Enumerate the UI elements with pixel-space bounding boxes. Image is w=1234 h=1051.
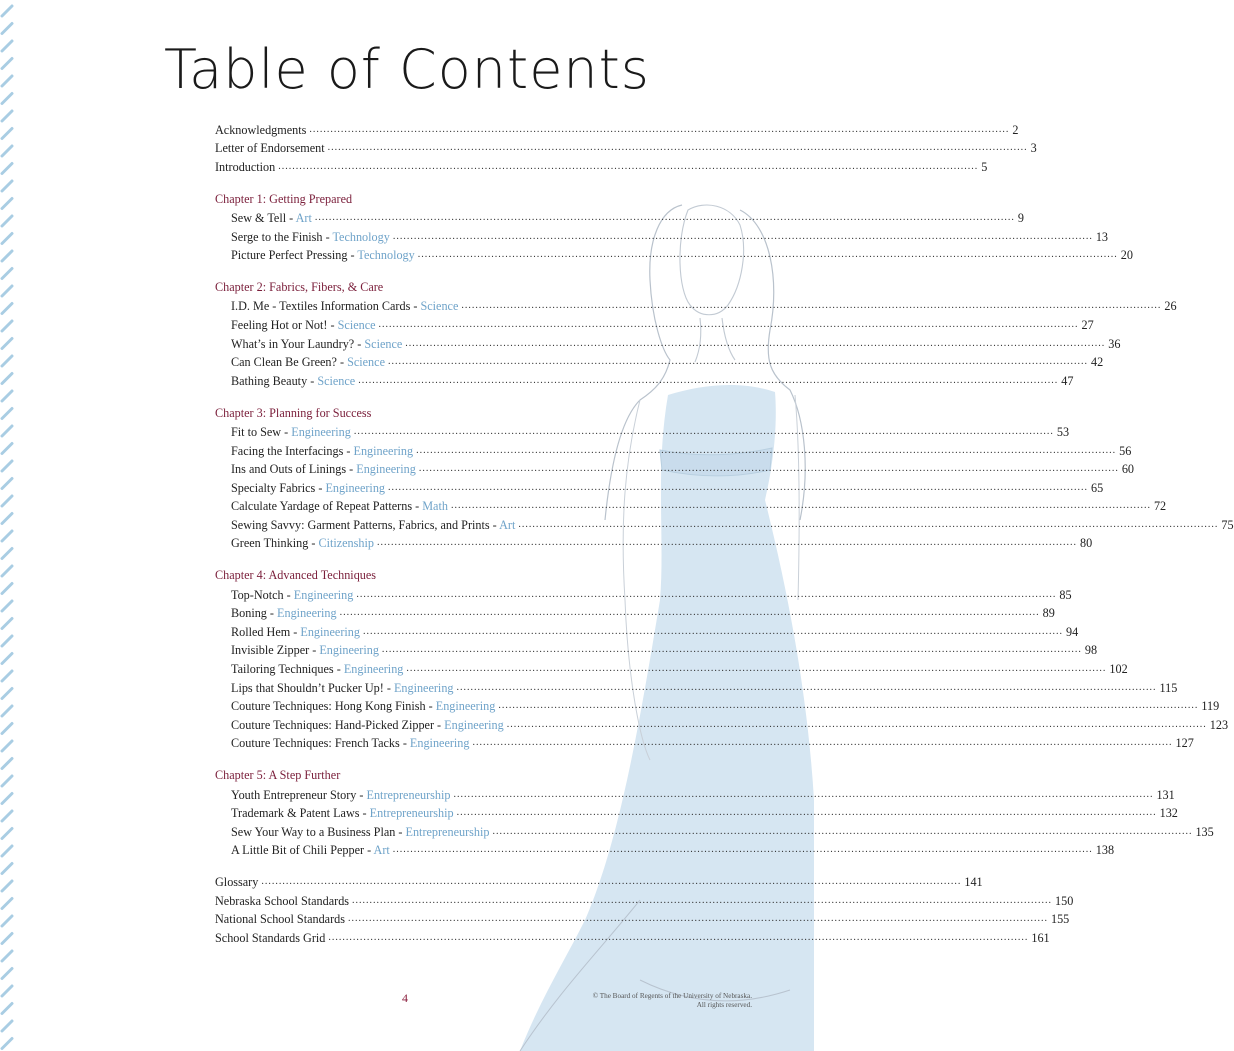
subject-tag: Citizenship — [318, 536, 374, 551]
dot-leader: ........................................................................................................................................................................................................ — [498, 700, 1199, 712]
toc-entry[interactable] — [215, 297, 1177, 316]
subject-tag: Art — [295, 210, 312, 225]
subject-tag: Engineering — [291, 424, 351, 439]
toc-entry-title — [231, 534, 374, 552]
toc-entry[interactable] — [215, 246, 1133, 265]
dot-leader: ........................................................................................................................................................................................................ — [492, 825, 1193, 837]
toc-entry-title — [231, 353, 385, 371]
dot-leader: ........................................................................................................................................................................................................ — [381, 644, 1082, 656]
toc-entry-title — [231, 372, 355, 390]
subject-tag: Engineering — [356, 462, 416, 477]
toc-entry-title — [231, 604, 337, 622]
dot-leader: ........................................................................................................................................................................................................ — [358, 374, 1059, 386]
dot-leader: ........................................................................................................................................................................................................ — [328, 931, 1029, 943]
subject-tag: Engineering — [444, 717, 504, 732]
entry-page-number: 155 — [1050, 912, 1070, 927]
toc-entry-title — [231, 804, 454, 822]
toc-entry-title — [215, 139, 325, 157]
dot-leader: ........................................................................................................................................................................................................ — [278, 160, 979, 172]
entry-page-number: 75 — [1221, 517, 1234, 532]
entry-label: Facing the Interfacings - — [231, 443, 354, 458]
subject-tag: Science — [364, 336, 403, 351]
toc-entry-title — [215, 121, 306, 139]
entry-page-number: 141 — [964, 874, 983, 889]
toc-entry[interactable] — [215, 659, 1128, 678]
dot-leader: ........................................................................................................................................................................................................ — [356, 588, 1057, 600]
toc-entry-title — [231, 335, 402, 353]
entry-page-number: 115 — [1159, 680, 1178, 695]
entry-label: Top-Notch - — [231, 587, 294, 602]
toc-entry-title — [231, 228, 390, 246]
entry-label: Sewing Savvy: Garment Patterns, Fabrics, and Prints - — [231, 517, 500, 532]
toc-entry[interactable] — [215, 315, 1094, 334]
toc-entry[interactable] — [215, 334, 1121, 353]
toc-entry[interactable] — [215, 734, 1194, 753]
dot-leader: ........................................................................................................................................................................................................ — [416, 444, 1117, 456]
dot-leader: ........................................................................................................................................................................................................ — [472, 737, 1173, 749]
entry-page-number: 138 — [1095, 843, 1115, 858]
toc-entry[interactable] — [215, 785, 1175, 804]
entry-label: Invisible Zipper - — [231, 643, 320, 658]
dot-leader: ........................................................................................................................................................................................................ — [450, 500, 1151, 512]
page-title: Table of Contents — [164, 38, 650, 101]
entry-page-number: 42 — [1090, 355, 1104, 370]
entry-label: Picture Perfect Pressing - — [231, 248, 358, 263]
copyright-notice — [560, 992, 752, 1010]
chapter-heading: Chapter 2: Fabrics, Fibers, & Care — [215, 280, 384, 295]
subject-tag: Engineering — [409, 736, 470, 751]
entry-page-number: 53 — [1056, 424, 1070, 439]
toc-entry-title — [231, 823, 489, 841]
entry-label: Letter of Endorsement — [215, 141, 325, 156]
toc-entry[interactable] — [215, 891, 1074, 910]
dot-leader: ........................................................................................................................................................................................................ — [405, 337, 1106, 349]
dot-leader: ........................................................................................................................................................................................................ — [339, 607, 1040, 619]
entry-page-number: 102 — [1109, 662, 1128, 677]
entry-page-number: 127 — [1175, 736, 1194, 751]
dot-leader: ........................................................................................................................................................................................................ — [461, 300, 1162, 312]
entry-label: Couture Techniques: Hand-Picked Zipper - — [231, 717, 445, 732]
entry-label: Rolled Hem - — [231, 624, 301, 639]
toc-entry-title — [231, 623, 360, 641]
entry-page-number: 60 — [1121, 462, 1135, 477]
entry-page-number: 36 — [1108, 336, 1121, 351]
dot-leader: ........................................................................................................................................................................................................ — [378, 318, 1079, 330]
entry-page-number: 98 — [1084, 643, 1098, 658]
entry-label: Couture Techniques: French Tacks - — [231, 736, 410, 751]
toc-entry-title — [215, 929, 325, 947]
toc-entry[interactable] — [215, 585, 1072, 604]
chapter-heading: Chapter 4: Advanced Techniques — [215, 568, 377, 583]
subject-tag: Engineering — [343, 662, 404, 677]
toc-entry[interactable] — [215, 822, 1214, 841]
entry-page-number: 150 — [1055, 893, 1074, 908]
entry-page-number: 9 — [1017, 210, 1024, 225]
subject-tag: Science — [317, 373, 356, 388]
entry-page-number: 3 — [1030, 141, 1037, 156]
entry-page-number: 47 — [1061, 373, 1074, 388]
entry-page-number: 56 — [1119, 443, 1132, 458]
subject-tag: Math — [422, 499, 448, 514]
chapter-heading: Chapter 5: A Step Further — [215, 768, 341, 783]
entry-label: Introduction — [215, 159, 276, 174]
dot-leader: ........................................................................................................................................................................................................ — [456, 807, 1157, 819]
dot-leader: ........................................................................................................................................................................................................ — [456, 681, 1157, 693]
subject-tag: Art — [499, 517, 516, 532]
subject-tag: Science — [347, 355, 385, 370]
entry-page-number: 119 — [1201, 699, 1220, 714]
toc-entry[interactable] — [215, 441, 1132, 460]
dot-leader: ........................................................................................................................................................................................................ — [347, 913, 1048, 925]
entry-label: Serge to the Finish - — [231, 229, 333, 244]
subject-tag: Engineering — [393, 680, 454, 695]
entry-label: Calculate Yardage of Repeat Patterns - — [231, 499, 423, 514]
entry-label: Tailoring Techniques - — [231, 662, 344, 677]
dot-leader: ........................................................................................................................................................................................................ — [506, 718, 1207, 730]
toc-entry[interactable] — [215, 478, 1104, 497]
toc-entry[interactable] — [215, 641, 1098, 660]
dot-leader: ........................................................................................................................................................................................................ — [417, 249, 1118, 261]
toc-entry[interactable] — [215, 353, 1104, 372]
subject-tag: Science — [420, 299, 459, 314]
toc-entry[interactable] — [215, 678, 1178, 697]
entry-page-number: 132 — [1159, 806, 1178, 821]
toc-entry[interactable] — [215, 515, 1234, 534]
entry-page-number: 89 — [1042, 606, 1055, 621]
toc-entry-title — [231, 423, 351, 441]
dot-leader: ........................................................................................................................................................................................................ — [388, 481, 1089, 493]
entry-label: Lips that Shouldn’t Pucker Up! - — [231, 680, 394, 695]
toc-entry-title — [215, 910, 345, 928]
entry-label: Sew & Tell - — [231, 210, 296, 225]
dot-leader: ........................................................................................................................................................................................................ — [261, 875, 962, 887]
toc-entry-title — [215, 158, 275, 176]
entry-label: Fit to Sew - — [231, 424, 292, 439]
subject-tag: Entrepreneurship — [366, 787, 451, 802]
entry-label: What’s in Your Laundry? - — [231, 336, 365, 351]
table-of-contents — [215, 120, 1234, 947]
toc-entry-title — [231, 641, 379, 659]
dot-leader: ........................................................................................................................................................................................................ — [453, 788, 1154, 800]
entry-label: Can Clean Be Green? - — [231, 355, 348, 370]
dot-leader: ........................................................................................................................................................................................................ — [353, 425, 1054, 437]
dot-leader: ........................................................................................................................................................................................................ — [518, 518, 1219, 530]
toc-entry[interactable] — [215, 157, 988, 176]
toc-entry-title — [231, 316, 376, 334]
subject-tag: Engineering — [277, 606, 337, 621]
copyright-line-1: © The Board of Regents of the University of Nebraska. — [592, 992, 752, 1000]
toc-entry-title — [231, 841, 390, 859]
toc-entry[interactable] — [215, 460, 1135, 479]
toc-entry-title — [215, 873, 258, 891]
subject-tag: Entrepreneurship — [405, 824, 490, 839]
dot-leader: ........................................................................................................................................................................................................ — [376, 537, 1077, 549]
dot-leader: ........................................................................................................................................................................................................ — [392, 844, 1093, 856]
toc-entry[interactable] — [215, 208, 1024, 227]
subject-tag: Entrepreneurship — [369, 806, 454, 821]
subject-tag: Art — [373, 843, 390, 858]
entry-label: A Little Bit of Chili Pepper - — [231, 843, 374, 858]
dot-leader: ........................................................................................................................................................................................................ — [392, 230, 1093, 242]
subject-tag: Technology — [357, 248, 415, 263]
toc-entry-title — [231, 209, 312, 227]
dot-leader: ........................................................................................................................................................................................................ — [314, 211, 1015, 223]
toc-entry[interactable] — [215, 371, 1074, 390]
toc-entry[interactable] — [215, 497, 1167, 516]
entry-label: Trademark & Patent Laws - — [231, 806, 370, 821]
toc-entry[interactable] — [215, 139, 1037, 158]
entry-page-number: 27 — [1081, 317, 1094, 332]
subject-tag: Science — [337, 317, 376, 332]
chapter-heading: Chapter 1: Getting Prepared — [215, 191, 353, 206]
copyright-line-2: All rights reserved. — [696, 1001, 752, 1009]
entry-label: School Standards Grid — [215, 930, 326, 945]
subject-tag: Technology — [332, 229, 390, 244]
toc-entry[interactable] — [215, 715, 1229, 734]
page-number: 4 — [402, 991, 408, 1005]
toc-entry[interactable] — [215, 227, 1109, 246]
entry-label: Acknowledgments — [215, 122, 307, 137]
toc-entry[interactable] — [215, 604, 1055, 623]
toc-entry[interactable] — [215, 910, 1070, 929]
toc-entry-title — [231, 442, 413, 460]
dot-leader: ........................................................................................................................................................................................................ — [387, 356, 1088, 368]
entry-label: Nebraska School Standards — [215, 893, 350, 908]
entry-label: Couture Techniques: Hong Kong Finish - — [231, 699, 436, 714]
entry-label: Feeling Hot or Not! - — [231, 317, 338, 332]
toc-entry-title — [231, 246, 415, 264]
toc-entry-title — [231, 516, 515, 534]
dot-leader: ........................................................................................................................................................................................................ — [362, 625, 1063, 637]
entry-page-number: 20 — [1120, 248, 1133, 263]
entry-label: National School Standards — [215, 912, 345, 927]
subject-tag: Engineering — [325, 480, 386, 495]
dot-leader: ........................................................................................................................................................................................................ — [327, 142, 1028, 154]
toc-entry[interactable] — [215, 534, 1093, 553]
entry-page-number: 94 — [1065, 624, 1079, 639]
toc-entry[interactable] — [215, 804, 1178, 823]
subject-tag: Engineering — [435, 699, 496, 714]
entry-page-number: 13 — [1095, 229, 1109, 244]
toc-entry[interactable] — [215, 697, 1220, 716]
entry-label: Bathing Beauty - — [231, 373, 318, 388]
toc-entry-title — [215, 892, 349, 910]
entry-page-number: 131 — [1156, 787, 1175, 802]
entry-label: I.D. Me - Textiles Information Cards - — [231, 299, 421, 314]
toc-entry[interactable] — [215, 622, 1079, 641]
toc-entry-title — [231, 660, 403, 678]
subject-tag: Engineering — [353, 443, 414, 458]
toc-entry[interactable] — [215, 928, 1050, 947]
toc-entry[interactable] — [215, 422, 1070, 441]
toc-entry-title — [231, 679, 454, 697]
dot-leader: ........................................................................................................................................................................................................ — [418, 463, 1119, 475]
subject-tag: Engineering — [293, 587, 354, 602]
entry-label: Sew Your Way to a Business Plan - — [231, 824, 406, 839]
toc-entry[interactable] — [215, 841, 1115, 860]
entry-page-number: 123 — [1209, 717, 1229, 732]
toc-entry-title — [231, 479, 385, 497]
section-gap — [215, 859, 600, 872]
entry-page-number: 2 — [1012, 122, 1019, 137]
entry-label: Glossary — [215, 874, 259, 889]
toc-entry-title — [231, 460, 416, 478]
toc-entry-title — [231, 786, 450, 804]
dot-leader: ........................................................................................................................................................................................................ — [406, 663, 1107, 675]
dot-leader: ........................................................................................................................................................................................................ — [309, 123, 1010, 135]
entry-label: Specialty Fabrics - — [231, 480, 326, 495]
entry-label: Green Thinking - — [231, 536, 319, 551]
entry-label: Youth Entrepreneur Story - — [231, 787, 367, 802]
toc-entry-title — [231, 697, 495, 715]
toc-entry[interactable] — [215, 120, 1019, 139]
subject-tag: Engineering — [319, 643, 379, 658]
entry-label: Boning - — [231, 606, 278, 621]
entry-page-number: 26 — [1164, 299, 1177, 314]
entry-page-number: 5 — [981, 159, 988, 174]
subject-tag: Engineering — [300, 624, 360, 639]
entry-page-number: 161 — [1031, 930, 1050, 945]
toc-entry-title — [231, 734, 470, 752]
chapter-heading: Chapter 3: Planning for Success — [215, 405, 372, 420]
entry-page-number: 80 — [1079, 536, 1093, 551]
toc-entry-title — [231, 497, 448, 515]
entry-page-number: 65 — [1091, 480, 1104, 495]
entry-page-number: 72 — [1153, 499, 1167, 514]
entry-page-number: 135 — [1195, 824, 1214, 839]
entry-page-number: 85 — [1059, 587, 1072, 602]
toc-entry-title — [231, 716, 504, 734]
toc-entry[interactable] — [215, 872, 983, 891]
toc-entry-title — [231, 297, 458, 315]
entry-label: Ins and Outs of Linings - — [231, 462, 357, 477]
toc-entry-title — [231, 586, 353, 604]
dot-leader: ........................................................................................................................................................................................................ — [352, 894, 1053, 906]
